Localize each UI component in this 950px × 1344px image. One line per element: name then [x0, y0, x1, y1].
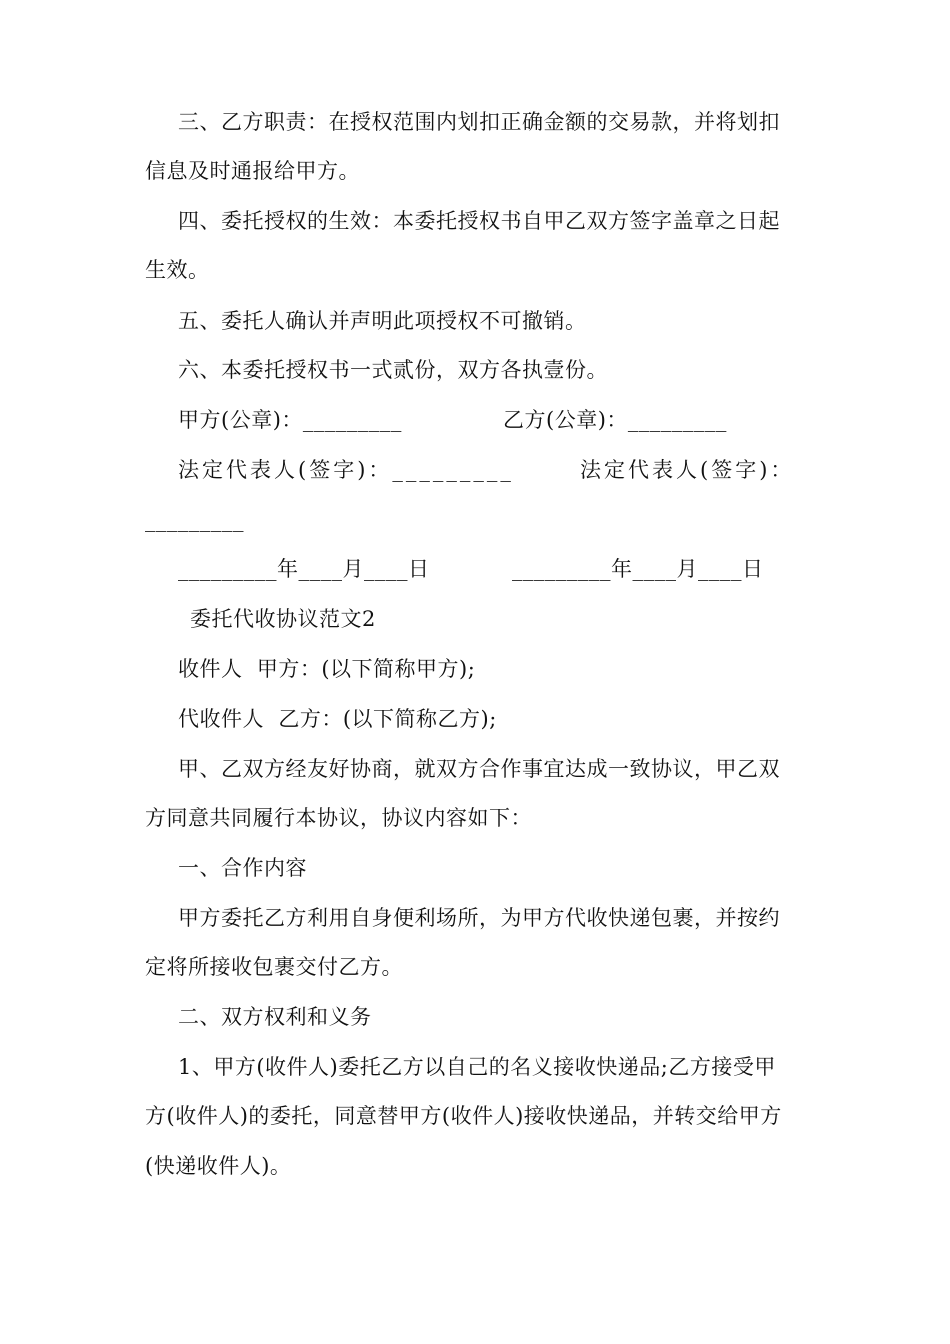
paragraph-line: 生效。: [145, 258, 210, 282]
party-a-seal-line: 甲方(公章)：_________: [178, 408, 402, 432]
party-a-date-line: _________年____月____日: [178, 557, 430, 581]
paragraph-line: 1、甲方(收件人)委托乙方以自己的名义接收快递品;乙方接受甲: [178, 1055, 776, 1079]
paragraph-line: 甲方委托乙方利用自身便利场所，为甲方代收快递包裹，并按约: [178, 906, 780, 930]
party-b-date-line: _________年____月____日: [512, 557, 764, 581]
section-title: 委托代收协议范文2: [190, 607, 376, 631]
paragraph-line: 三、乙方职责：在授权范围内划扣正确金额的交易款，并将划扣: [178, 110, 780, 134]
paragraph-line: 收件人 甲方：(以下简称甲方);: [178, 657, 476, 681]
signature-blank-line: _________: [145, 508, 244, 532]
section-heading: 二、双方权利和义务: [178, 1005, 372, 1029]
paragraph-line: 方(收件人)的委托，同意替甲方(收件人)接收快递品，并转交给甲方: [145, 1104, 782, 1128]
paragraph-line: 定将所接收包裹交付乙方。: [145, 955, 403, 979]
party-a-representative-line: 法定代表人(签字)：_________: [178, 458, 514, 482]
paragraph-line: 甲、乙双方经友好协商，就双方合作事宜达成一致协议，甲乙双: [178, 757, 780, 781]
section-heading: 一、合作内容: [178, 856, 307, 880]
paragraph-line: 信息及时通报给甲方。: [145, 159, 360, 183]
paragraph-line: 四、委托授权的生效：本委托授权书自甲乙双方签字盖章之日起: [178, 209, 780, 233]
party-b-representative-line: 法定代表人(签字)：: [580, 458, 795, 482]
paragraph-line: 六、本委托授权书一式贰份，双方各执壹份。: [178, 358, 608, 382]
paragraph-line: (快递收件人)。: [145, 1154, 292, 1178]
party-b-seal-line: 乙方(公章)：_________: [503, 408, 727, 432]
paragraph-line: 代收件人 乙方：(以下简称乙方);: [178, 707, 497, 731]
paragraph-line: 方同意共同履行本协议，协议内容如下：: [145, 806, 532, 830]
paragraph-line: 五、委托人确认并声明此项授权不可撤销。: [178, 309, 587, 333]
